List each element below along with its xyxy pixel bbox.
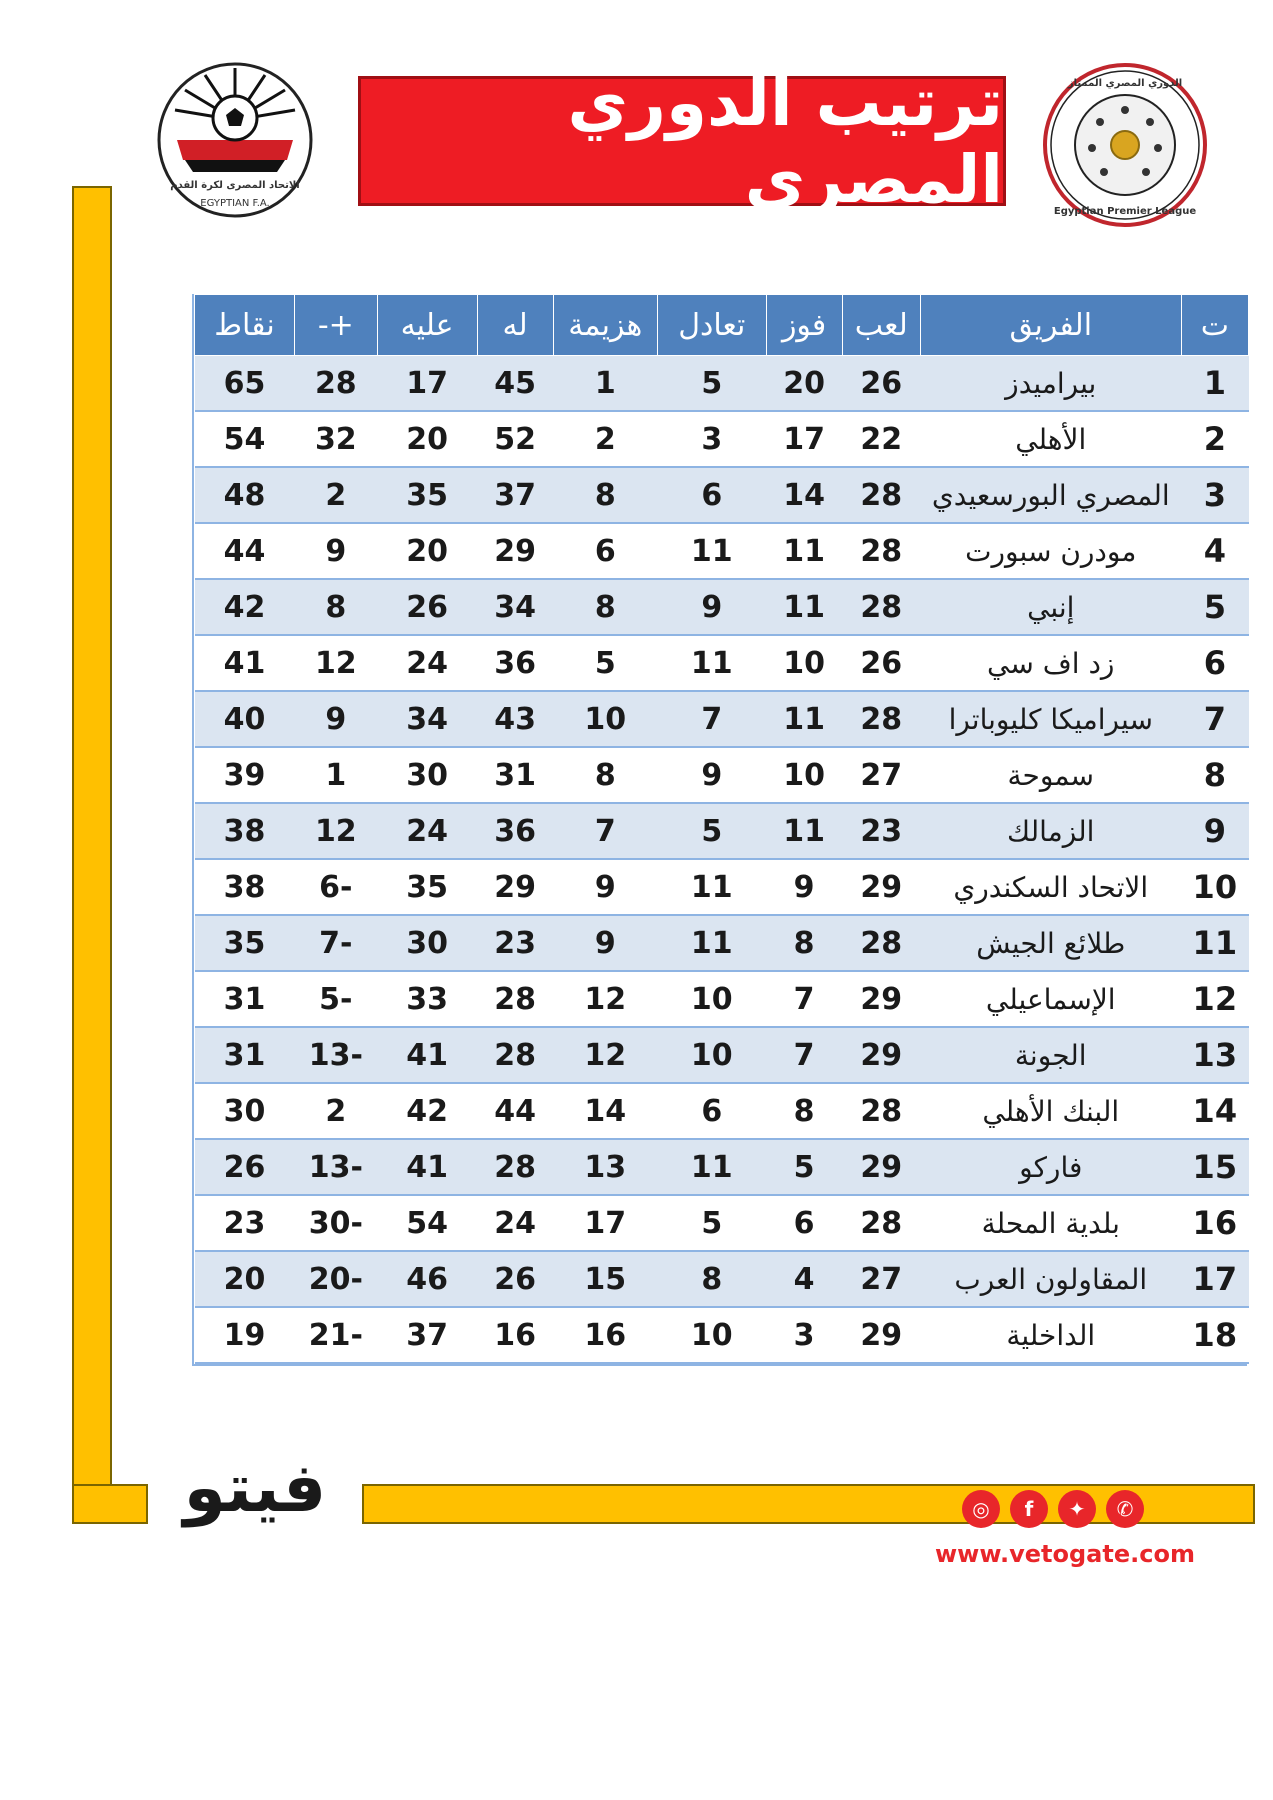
cell-goals-against: 17 xyxy=(377,356,477,412)
cell-lost: 6 xyxy=(553,523,657,579)
cell-won: 11 xyxy=(766,579,842,635)
cell-rank: 11 xyxy=(1181,915,1248,971)
cell-goals-for: 26 xyxy=(477,1251,553,1307)
cell-played: 29 xyxy=(842,971,920,1027)
cell-points: 48 xyxy=(195,467,295,523)
cell-played: 29 xyxy=(842,1139,920,1195)
cell-rank: 9 xyxy=(1181,803,1248,859)
cell-played: 29 xyxy=(842,1307,920,1363)
cell-won: 5 xyxy=(766,1139,842,1195)
cell-rank: 13 xyxy=(1181,1027,1248,1083)
cell-lost: 8 xyxy=(553,467,657,523)
header-team: الفريق xyxy=(920,295,1181,356)
cell-lost: 2 xyxy=(553,411,657,467)
cell-points: 30 xyxy=(195,1083,295,1139)
cell-won: 7 xyxy=(766,971,842,1027)
cell-played: 23 xyxy=(842,803,920,859)
cell-rank: 10 xyxy=(1181,859,1248,915)
cell-goals-against: 30 xyxy=(377,747,477,803)
cell-lost: 9 xyxy=(553,859,657,915)
cell-won: 14 xyxy=(766,467,842,523)
cell-won: 11 xyxy=(766,523,842,579)
cell-goals-for: 36 xyxy=(477,803,553,859)
cell-drawn: 3 xyxy=(657,411,766,467)
cell-goal-diff: 2 xyxy=(295,1083,378,1139)
cell-played: 27 xyxy=(842,1251,920,1307)
table-row xyxy=(195,579,1249,635)
standings-table xyxy=(194,294,1249,1364)
cell-goals-for: 29 xyxy=(477,523,553,579)
cell-goal-diff: -6 xyxy=(295,859,378,915)
facebook-icon[interactable]: f xyxy=(1010,1490,1048,1528)
cell-drawn: 11 xyxy=(657,523,766,579)
header-points: نقاط xyxy=(195,295,295,356)
cell-goal-diff: 32 xyxy=(295,411,378,467)
epl-logo-arabic: الدوري المصري الممتاز xyxy=(1067,78,1183,89)
header-rank: ت xyxy=(1181,295,1248,356)
cell-lost: 5 xyxy=(553,635,657,691)
cell-drawn: 6 xyxy=(657,467,766,523)
decorative-bottom-bar-left xyxy=(72,1484,148,1524)
cell-rank: 16 xyxy=(1181,1195,1248,1251)
cell-drawn: 11 xyxy=(657,859,766,915)
cell-points: 54 xyxy=(195,411,295,467)
cell-team: الإسماعيلي xyxy=(920,971,1181,1027)
cell-points: 38 xyxy=(195,859,295,915)
epl-logo xyxy=(1040,60,1210,230)
cell-rank: 8 xyxy=(1181,747,1248,803)
cell-played: 28 xyxy=(842,691,920,747)
cell-points: 35 xyxy=(195,915,295,971)
cell-drawn: 8 xyxy=(657,1251,766,1307)
cell-goals-for: 52 xyxy=(477,411,553,467)
header-won: فوز xyxy=(766,295,842,356)
cell-rank: 18 xyxy=(1181,1307,1248,1363)
header-lost: هزيمة xyxy=(553,295,657,356)
cell-drawn: 7 xyxy=(657,691,766,747)
cell-goals-against: 37 xyxy=(377,1307,477,1363)
cell-drawn: 10 xyxy=(657,971,766,1027)
cell-goals-against: 20 xyxy=(377,411,477,467)
standings-table-container xyxy=(192,294,1247,1366)
efa-logo xyxy=(155,60,315,220)
cell-drawn: 10 xyxy=(657,1307,766,1363)
cell-played: 28 xyxy=(842,579,920,635)
cell-drawn: 11 xyxy=(657,635,766,691)
cell-team: المصري البورسعيدي xyxy=(920,467,1181,523)
cell-drawn: 11 xyxy=(657,1139,766,1195)
epl-logo-english: Egyptian Premier League xyxy=(1053,206,1197,217)
cell-team: البنك الأهلي xyxy=(920,1083,1181,1139)
table-row xyxy=(195,356,1249,412)
table-header-row xyxy=(195,295,1249,356)
football-icon xyxy=(213,96,257,140)
cell-goals-against: 35 xyxy=(377,859,477,915)
cell-rank: 1 xyxy=(1181,356,1248,412)
cell-rank: 12 xyxy=(1181,971,1248,1027)
header-goal-diff: +- xyxy=(295,295,378,356)
cell-goals-for: 28 xyxy=(477,1139,553,1195)
cell-drawn: 9 xyxy=(657,747,766,803)
cell-team: الداخلية xyxy=(920,1307,1181,1363)
cell-lost: 15 xyxy=(553,1251,657,1307)
cell-team: سموحة xyxy=(920,747,1181,803)
cell-played: 28 xyxy=(842,467,920,523)
cell-goal-diff: -13 xyxy=(295,1027,378,1083)
cell-won: 3 xyxy=(766,1307,842,1363)
header-played: لعب xyxy=(842,295,920,356)
cell-points: 44 xyxy=(195,523,295,579)
cell-goals-for: 44 xyxy=(477,1083,553,1139)
table-row xyxy=(195,467,1249,523)
cell-drawn: 9 xyxy=(657,579,766,635)
cell-rank: 7 xyxy=(1181,691,1248,747)
cell-goals-against: 30 xyxy=(377,915,477,971)
cell-lost: 9 xyxy=(553,915,657,971)
cell-team: الأهلي xyxy=(920,411,1181,467)
cell-played: 27 xyxy=(842,747,920,803)
cell-points: 26 xyxy=(195,1139,295,1195)
cell-goal-diff: 8 xyxy=(295,579,378,635)
cell-goals-against: 41 xyxy=(377,1139,477,1195)
cell-lost: 17 xyxy=(553,1195,657,1251)
cell-points: 23 xyxy=(195,1195,295,1251)
cell-goal-diff: -5 xyxy=(295,971,378,1027)
table-row xyxy=(195,1139,1249,1195)
cell-goals-for: 28 xyxy=(477,1027,553,1083)
cell-lost: 7 xyxy=(553,803,657,859)
whatsapp-icon[interactable]: ✆ xyxy=(1106,1490,1144,1528)
cell-goals-against: 34 xyxy=(377,691,477,747)
cell-played: 28 xyxy=(842,915,920,971)
cell-points: 39 xyxy=(195,747,295,803)
title-banner xyxy=(358,64,1006,218)
cell-drawn: 6 xyxy=(657,1083,766,1139)
cell-points: 38 xyxy=(195,803,295,859)
header-goals-against: عليه xyxy=(377,295,477,356)
cell-goals-against: 33 xyxy=(377,971,477,1027)
cell-goals-against: 41 xyxy=(377,1027,477,1083)
cell-goal-diff: -30 xyxy=(295,1195,378,1251)
cell-won: 11 xyxy=(766,803,842,859)
cell-goal-diff: 12 xyxy=(295,803,378,859)
cell-won: 9 xyxy=(766,859,842,915)
cell-goal-diff: 9 xyxy=(295,523,378,579)
cell-team: طلائع الجيش xyxy=(920,915,1181,971)
table-row xyxy=(195,691,1249,747)
table-row xyxy=(195,1027,1249,1083)
cell-team: فاركو xyxy=(920,1139,1181,1195)
cell-lost: 12 xyxy=(553,971,657,1027)
cell-goal-diff: 1 xyxy=(295,747,378,803)
cell-rank: 3 xyxy=(1181,467,1248,523)
header-goals-for: له xyxy=(477,295,553,356)
cell-won: 4 xyxy=(766,1251,842,1307)
cell-goals-for: 37 xyxy=(477,467,553,523)
cell-team: إنبي xyxy=(920,579,1181,635)
cell-lost: 16 xyxy=(553,1307,657,1363)
cell-goals-against: 20 xyxy=(377,523,477,579)
cell-team: مودرن سبورت xyxy=(920,523,1181,579)
cell-drawn: 5 xyxy=(657,1195,766,1251)
cell-goals-for: 29 xyxy=(477,859,553,915)
cell-points: 31 xyxy=(195,971,295,1027)
instagram-icon[interactable]: ◎ xyxy=(962,1490,1000,1528)
table-row xyxy=(195,1083,1249,1139)
cell-rank: 14 xyxy=(1181,1083,1248,1139)
cell-points: 20 xyxy=(195,1251,295,1307)
cell-team: زد اف سي xyxy=(920,635,1181,691)
page-title: ترتيب الدوري المصري xyxy=(567,64,1003,218)
cell-points: 42 xyxy=(195,579,295,635)
cell-rank: 6 xyxy=(1181,635,1248,691)
cell-goal-diff: -20 xyxy=(295,1251,378,1307)
cell-goals-for: 36 xyxy=(477,635,553,691)
cell-rank: 4 xyxy=(1181,523,1248,579)
brand-logo: فيتو xyxy=(183,1449,327,1528)
cell-goals-for: 34 xyxy=(477,579,553,635)
cell-rank: 15 xyxy=(1181,1139,1248,1195)
cell-goals-for: 28 xyxy=(477,971,553,1027)
decorative-vertical-bar xyxy=(72,186,112,1524)
cell-goals-against: 35 xyxy=(377,467,477,523)
cell-lost: 14 xyxy=(553,1083,657,1139)
cell-won: 7 xyxy=(766,1027,842,1083)
cell-lost: 12 xyxy=(553,1027,657,1083)
cell-played: 29 xyxy=(842,1027,920,1083)
efa-logo-english: EGYPTIAN F.A. xyxy=(200,198,270,209)
cell-goals-against: 42 xyxy=(377,1083,477,1139)
table-row xyxy=(195,859,1249,915)
cell-goals-against: 54 xyxy=(377,1195,477,1251)
cell-played: 26 xyxy=(842,356,920,412)
cell-won: 17 xyxy=(766,411,842,467)
cell-goals-for: 31 xyxy=(477,747,553,803)
cell-goals-against: 24 xyxy=(377,635,477,691)
cell-played: 28 xyxy=(842,523,920,579)
cell-goals-for: 16 xyxy=(477,1307,553,1363)
cell-played: 22 xyxy=(842,411,920,467)
table-row xyxy=(195,747,1249,803)
cell-team: الاتحاد السكندري xyxy=(920,859,1181,915)
standings-body xyxy=(195,356,1249,1364)
cell-rank: 2 xyxy=(1181,411,1248,467)
cell-lost: 1 xyxy=(553,356,657,412)
cell-won: 6 xyxy=(766,1195,842,1251)
cell-won: 8 xyxy=(766,1083,842,1139)
cell-team: المقاولون العرب xyxy=(920,1251,1181,1307)
cell-goal-diff: -13 xyxy=(295,1139,378,1195)
cell-rank: 5 xyxy=(1181,579,1248,635)
cell-won: 20 xyxy=(766,356,842,412)
cell-team: الزمالك xyxy=(920,803,1181,859)
cell-goals-for: 43 xyxy=(477,691,553,747)
cell-team: سيراميكا كليوباترا xyxy=(920,691,1181,747)
table-row xyxy=(195,971,1249,1027)
cell-goals-for: 45 xyxy=(477,356,553,412)
social-links xyxy=(962,1490,1144,1528)
cell-goal-diff: -21 xyxy=(295,1307,378,1363)
efa-logo-arabic: الاتحاد المصرى لكرة القدم xyxy=(170,180,300,191)
cell-points: 31 xyxy=(195,1027,295,1083)
cell-lost: 13 xyxy=(553,1139,657,1195)
cell-rank: 17 xyxy=(1181,1251,1248,1307)
cell-won: 8 xyxy=(766,915,842,971)
cell-drawn: 5 xyxy=(657,803,766,859)
cell-goal-diff: -7 xyxy=(295,915,378,971)
cell-goals-against: 46 xyxy=(377,1251,477,1307)
cell-won: 10 xyxy=(766,635,842,691)
cell-drawn: 10 xyxy=(657,1027,766,1083)
cell-goal-diff: 12 xyxy=(295,635,378,691)
cell-won: 10 xyxy=(766,747,842,803)
header-drawn: تعادل xyxy=(657,295,766,356)
cell-played: 26 xyxy=(842,635,920,691)
table-row xyxy=(195,1195,1249,1251)
cell-points: 19 xyxy=(195,1307,295,1363)
table-row xyxy=(195,803,1249,859)
cell-goal-diff: 28 xyxy=(295,356,378,412)
cell-drawn: 11 xyxy=(657,915,766,971)
cell-goal-diff: 2 xyxy=(295,467,378,523)
cell-played: 28 xyxy=(842,1083,920,1139)
cell-points: 40 xyxy=(195,691,295,747)
website-link[interactable]: www.vetogate.com xyxy=(935,1540,1195,1568)
cell-lost: 8 xyxy=(553,579,657,635)
twitter-icon[interactable]: ✦ xyxy=(1058,1490,1096,1528)
table-row xyxy=(195,411,1249,467)
cell-points: 41 xyxy=(195,635,295,691)
table-row xyxy=(195,1307,1249,1363)
cell-lost: 10 xyxy=(553,691,657,747)
table-row xyxy=(195,523,1249,579)
table-row xyxy=(195,1251,1249,1307)
cell-team: بلدية المحلة xyxy=(920,1195,1181,1251)
cell-goal-diff: 9 xyxy=(295,691,378,747)
cell-played: 28 xyxy=(842,1195,920,1251)
cell-drawn: 5 xyxy=(657,356,766,412)
cell-goals-against: 26 xyxy=(377,579,477,635)
cell-goals-against: 24 xyxy=(377,803,477,859)
cell-team: بيراميدز xyxy=(920,356,1181,412)
cell-points: 65 xyxy=(195,356,295,412)
cell-goals-for: 24 xyxy=(477,1195,553,1251)
cell-team: الجونة xyxy=(920,1027,1181,1083)
cell-won: 11 xyxy=(766,691,842,747)
table-row xyxy=(195,915,1249,971)
table-row xyxy=(195,635,1249,691)
cell-played: 29 xyxy=(842,859,920,915)
cell-goals-for: 23 xyxy=(477,915,553,971)
cell-lost: 8 xyxy=(553,747,657,803)
